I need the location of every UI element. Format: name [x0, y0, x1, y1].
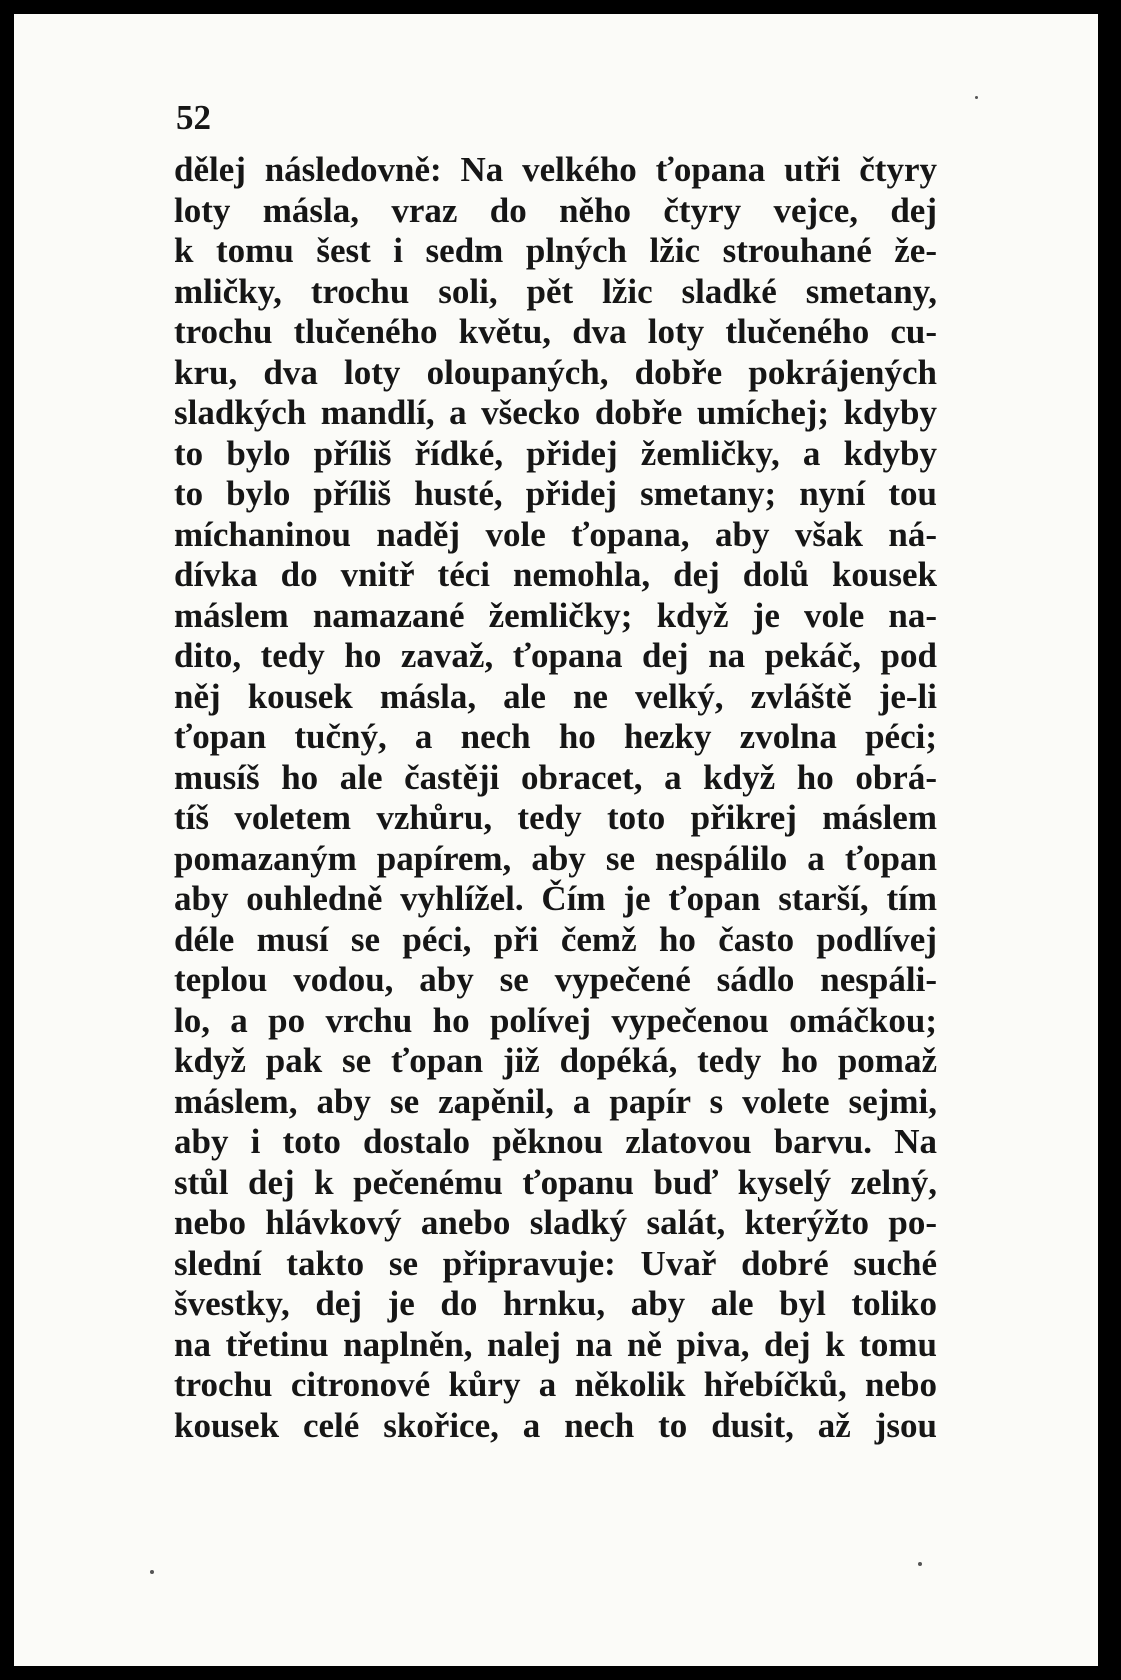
text-line: něj kousek másla, ale ne velký, zvláště je-li — [174, 676, 937, 716]
text-line: máslem, aby se zapěnil, a papír s volete sejmi, — [174, 1081, 937, 1121]
text-line: dito, tedy ho zavaž, ťopana dej na pekáč, pod — [174, 636, 937, 675]
text-line: trochu citronové kůry a několik hřebíčků, nebo — [174, 1365, 937, 1404]
text-line: tíš voletem vzhůru, tedy toto přikrej máslem — [174, 798, 937, 837]
text-line: stůl dej k pečenému ťopanu buď kyselý zelný, — [174, 1162, 937, 1202]
text-line: k tomu šest i sedm plných lžic strouhané že- — [174, 231, 937, 270]
text-line: pomazaným papírem, aby se nespálilo a ťopan — [174, 838, 937, 878]
text-line: loty másla, vraz do něho čtyry vejce, dej — [174, 190, 937, 230]
paper-speck — [918, 1562, 922, 1566]
text-line: teplou vodou, aby se vypečené sádlo nespáli- — [174, 960, 937, 999]
paper-speck — [975, 96, 978, 99]
text-line: míchaninou naděj vole ťopana, aby však ná- — [174, 514, 937, 554]
text-line: slední takto se připravuje: Uvař dobré suché — [174, 1243, 937, 1283]
body-text — [174, 150, 937, 1446]
text-line: když pak se ťopan již dopéká, tedy ho pomaž — [174, 1041, 937, 1080]
text-line: mličky, trochu soli, pět lžic sladké smetany, — [174, 271, 937, 311]
text-line: musíš ho ale častěji obracet, a když ho obrá- — [174, 757, 937, 797]
text-line: švestky, dej je do hrnku, aby ale byl toliko — [174, 1284, 937, 1323]
text-line: dělej následovně: Na velkého ťopana utři čtyry — [174, 150, 937, 189]
paper-speck — [150, 1570, 154, 1574]
text-line: to bylo příliš husté, přidej smetany; nyní tou — [174, 474, 937, 513]
text-line: aby ouhledně vyhlížel. Čím je ťopan starší, tím — [174, 879, 937, 918]
text-line: nebo hlávkový anebo sladký salát, kterýžto po- — [174, 1203, 937, 1242]
page-number: 52 — [176, 98, 211, 137]
text-line: aby i toto dostalo pěknou zlatovou barvu. Na — [174, 1122, 937, 1161]
text-line: na třetinu naplněn, nalej na ně piva, dej k tomu — [174, 1324, 937, 1364]
text-line: to bylo příliš řídké, přidej žemličky, a kdyby — [174, 433, 937, 473]
text-line: sladkých mandlí, a všecko dobře umíchej; kdyby — [174, 393, 937, 432]
text-line: lo, a po vrchu ho polívej vypečenou omáčkou; — [174, 1000, 937, 1040]
text-line: kru, dva loty oloupaných, dobře pokrájených — [174, 352, 937, 392]
scan-border — [1098, 0, 1121, 1680]
text-line: trochu tlučeného květu, dva loty tlučeného cu- — [174, 312, 937, 351]
text-line: máslem namazané žemličky; když je vole na- — [174, 595, 937, 635]
text-line: kousek celé skořice, a nech to dusit, až jsou — [174, 1405, 937, 1445]
text-line: dívka do vnitř téci nemohla, dej dolů kousek — [174, 555, 937, 594]
text-line: déle musí se péci, při čemž ho často podlívej — [174, 919, 937, 959]
text-line: ťopan tučný, a nech ho hezky zvolna péci; — [174, 717, 937, 756]
